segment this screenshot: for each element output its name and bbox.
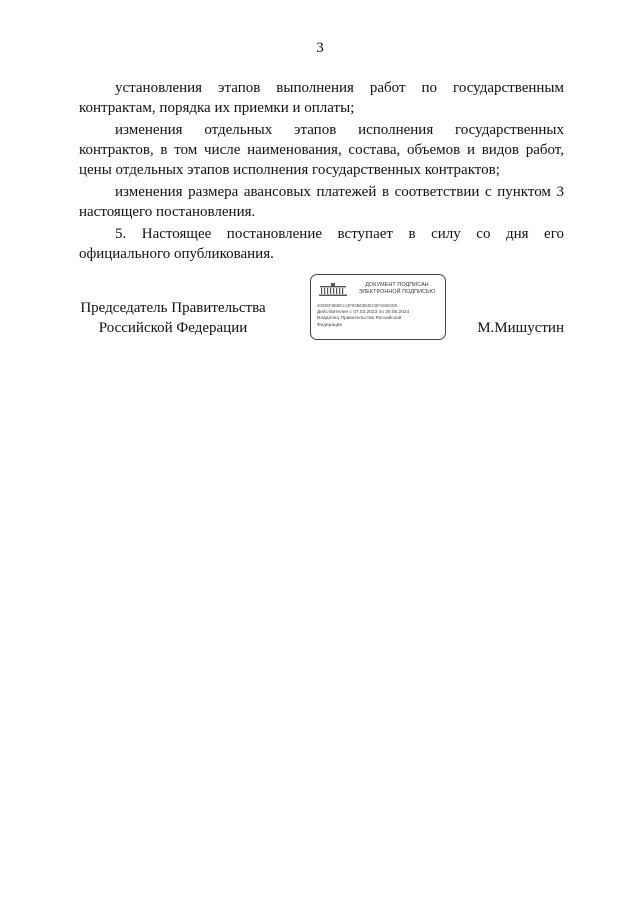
government-building-icon	[318, 282, 348, 298]
page-number: 3	[316, 40, 324, 56]
document-body	[79, 78, 564, 266]
stamp-certificate-number: 4003EF8B6E1A3F90B63B4EC8FA6653D8	[317, 303, 398, 308]
paragraph: изменения отдельных этапов исполнения государственных контрактов, в том числе наименования, состава, объемов и видов работ, цены отдельных этапов исполнения государственных контрактов;	[79, 122, 564, 178]
stamp-valid-dates: Действителен с 07.03.2023 по 30.05.2024	[317, 310, 410, 315]
stamp-title: ДОКУМЕНТ ПОДПИСАН ЭЛЕКТРОННОЙ ПОДПИСЬЮ	[358, 282, 436, 295]
signatory-role	[62, 298, 284, 338]
signatory-name: М.Мишустин	[477, 320, 564, 336]
signatory-role-line: Председатель Правительства	[80, 300, 266, 316]
stamp-validity	[317, 310, 441, 329]
electronic-signature-stamp	[310, 274, 446, 340]
signatory-role-line: Российской Федерации	[98, 320, 248, 336]
paragraph: изменения размера авансовых платежей в соответствии с пунктом 3 настоящего постановления.	[79, 184, 564, 220]
stamp-owner: Федерации	[317, 322, 343, 328]
paragraph: 5. Настоящее постановление вступает в силу со дня его официального опубликования.	[79, 226, 564, 262]
paragraph: установления этапов выполнения работ по государственным контрактам, порядка их приемки и оплаты;	[79, 80, 564, 116]
stamp-owner: Владелец Правительство Российской	[317, 316, 402, 322]
